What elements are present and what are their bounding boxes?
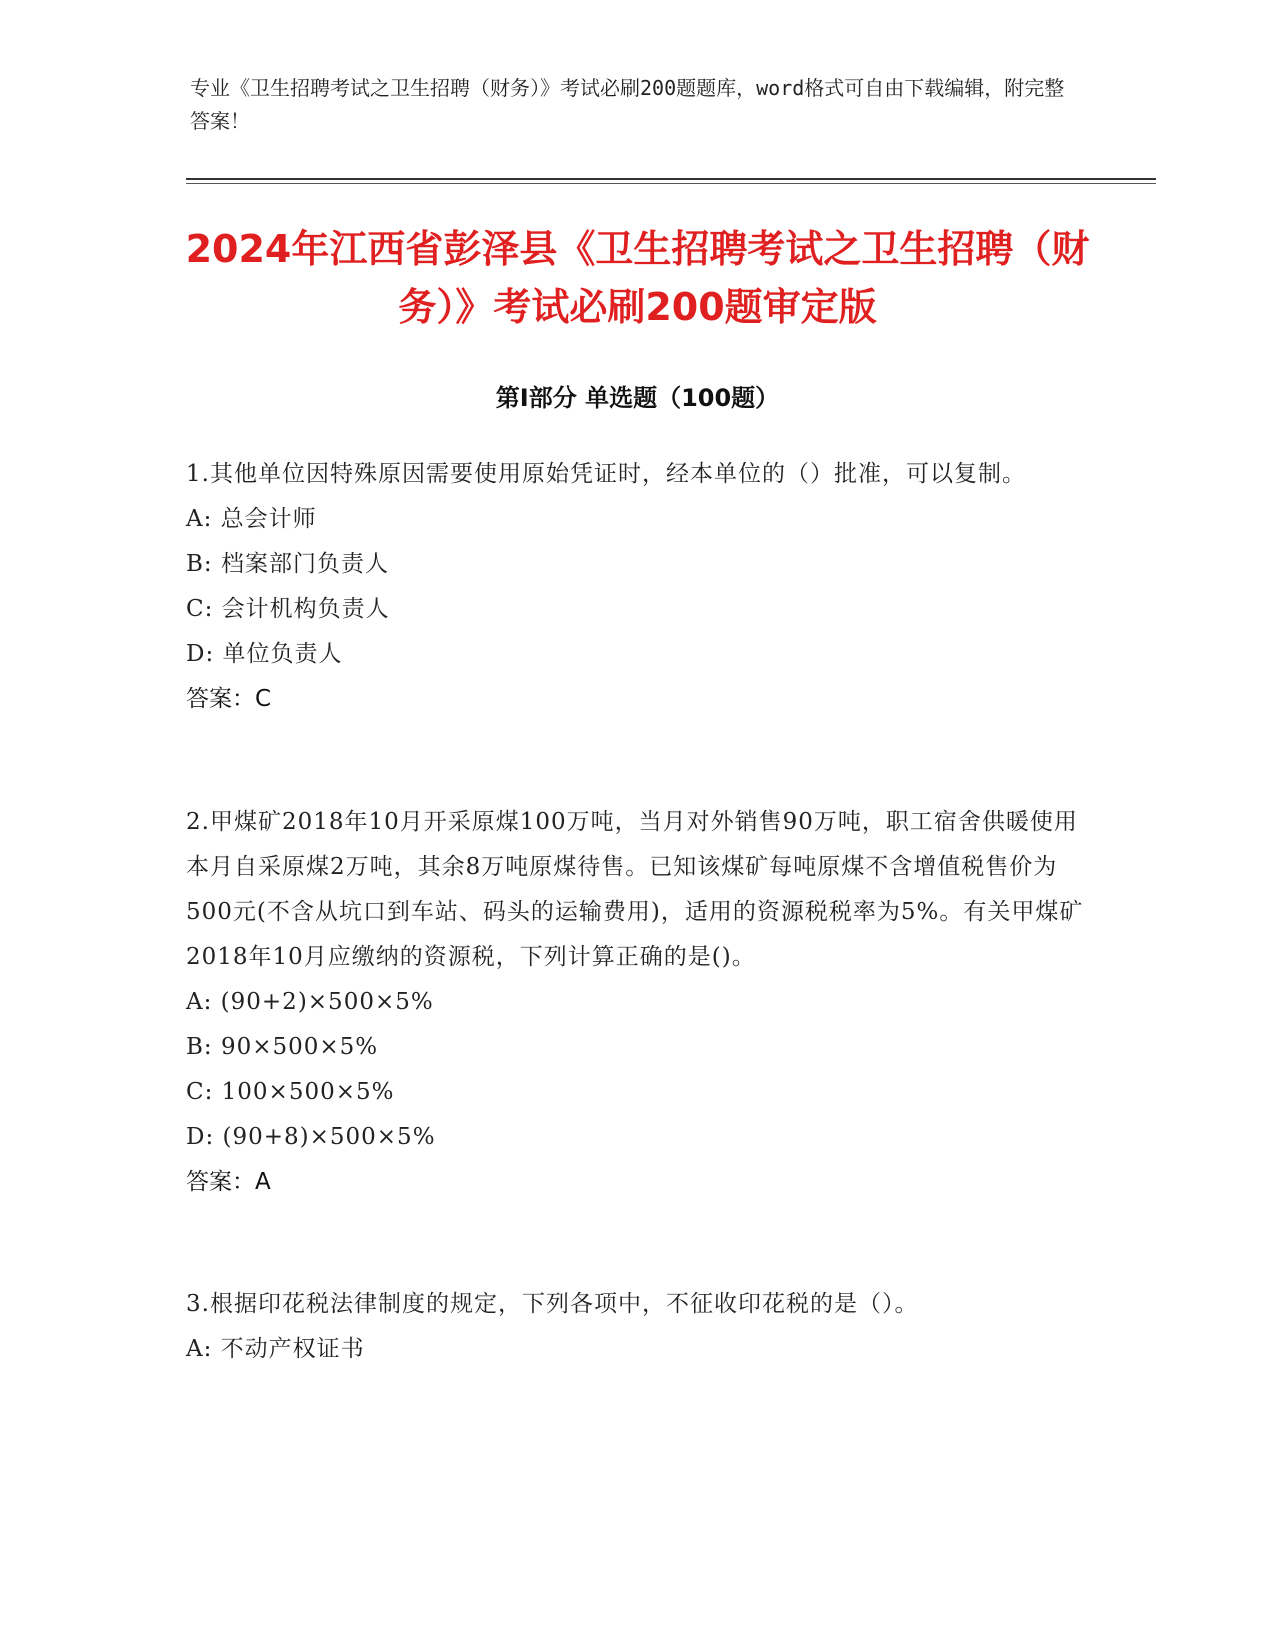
question-stem: 2.甲煤矿2018年10月开采原煤100万吨，当月对外销售90万吨，职工宿舍供暖使用本月自采原煤2万吨，其余8万吨原煤待售。已知该煤矿每吨原煤不含增值税售价为500元(不含从坑口到车站、码头的运输费用)，适用的资源税税率为5%。有关甲煤矿2018年10月应缴纳的资源税，下列计算正确的是()。 bbox=[186, 809, 1084, 970]
option-b: B: 90×500×5% bbox=[186, 1034, 379, 1060]
question-stem: 3.根据印花税法律制度的规定，下列各项中，不征收印花税的是（）。 bbox=[186, 1291, 919, 1317]
option-d: D: 单位负责人 bbox=[186, 641, 343, 667]
header-divider-thin bbox=[186, 183, 1156, 184]
option-a: A: (90+2)×500×5% bbox=[186, 989, 434, 1015]
answer: 答案：C bbox=[186, 686, 272, 712]
question-2 bbox=[186, 800, 1086, 1205]
answer: 答案：A bbox=[186, 1169, 271, 1195]
option-a: A: 不动产权证书 bbox=[186, 1336, 365, 1362]
question-1 bbox=[186, 452, 1086, 722]
header-divider bbox=[186, 178, 1156, 180]
option-a: A: 总会计师 bbox=[186, 506, 317, 532]
document-title: 2024年江西省彭泽县《卫生招聘考试之卫生招聘（财务）》考试必刷200题审定版 bbox=[185, 227, 1090, 329]
question-3 bbox=[186, 1282, 1086, 1372]
option-d: D: (90+8)×500×5% bbox=[186, 1124, 436, 1150]
question-stem: 1.其他单位因特殊原因需要使用原始凭证时，经本单位的（）批准，可以复制。 bbox=[186, 461, 1026, 487]
header-note: 专业《卫生招聘考试之卫生招聘（财务）》考试必刷200题题库，word格式可自由下载编辑，附完整答案！ bbox=[190, 76, 1065, 133]
option-c: C: 100×500×5% bbox=[186, 1079, 395, 1105]
option-c: C: 会计机构负责人 bbox=[186, 596, 390, 622]
option-b: B: 档案部门负责人 bbox=[186, 551, 389, 577]
section-title: 第Ⅰ部分 单选题（100题） bbox=[495, 384, 780, 412]
